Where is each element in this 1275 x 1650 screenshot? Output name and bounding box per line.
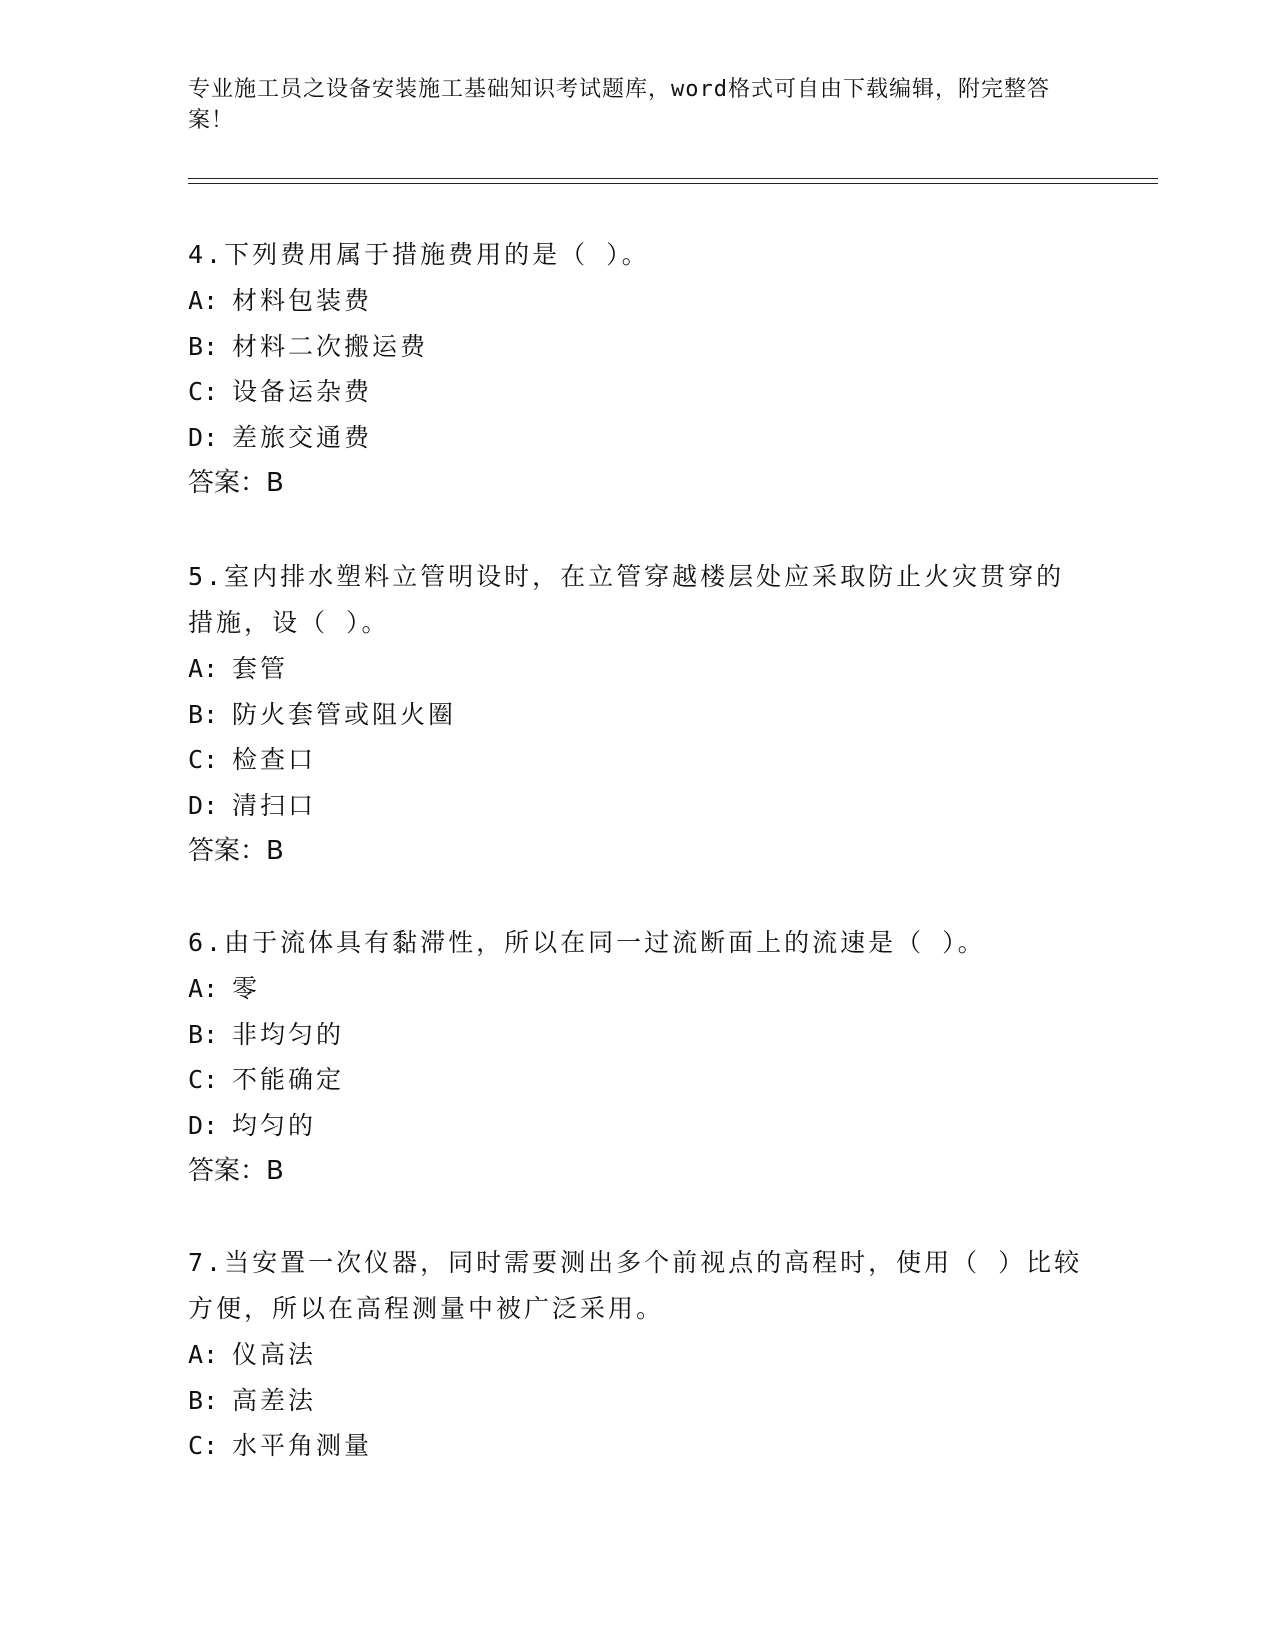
option-c bbox=[188, 1057, 1088, 1103]
option-text: 水平角测量 bbox=[232, 1431, 373, 1460]
question-text: 4.下列费用属于措施费用的是（ ）。 bbox=[188, 240, 650, 269]
option-letter: B: bbox=[188, 1019, 219, 1049]
option-text: 差旅交通费 bbox=[232, 422, 373, 452]
option-text: 不能确定 bbox=[232, 1065, 345, 1094]
option-letter: D: bbox=[188, 790, 219, 820]
question-6 bbox=[188, 920, 1088, 1194]
option-letter: C: bbox=[188, 1431, 219, 1460]
document-intro: 专业施工员之设备安装施工基础知识考试题库，word格式可自由下载编辑，附完整答案！ bbox=[188, 77, 1050, 133]
option-a bbox=[188, 966, 1088, 1012]
header-divider-bottom bbox=[188, 183, 1158, 184]
option-letter: D: bbox=[188, 1110, 219, 1140]
option-b bbox=[188, 692, 1088, 738]
option-text: 设备运杂费 bbox=[232, 377, 373, 406]
option-text: 检查口 bbox=[232, 745, 317, 774]
question-text: 6.由于流体具有黏滞性，所以在同一过流断面上的流速是（ ）。 bbox=[188, 928, 986, 957]
header-divider-top bbox=[188, 178, 1158, 179]
option-c bbox=[188, 1423, 1088, 1469]
option-text: 高差法 bbox=[232, 1385, 317, 1415]
question-text: 5.室内排水塑料立管明设时，在立管穿越楼层处应采取防止火灾贯穿的措施，设（ ）。 bbox=[188, 562, 1065, 637]
option-letter: C: bbox=[188, 1065, 219, 1094]
option-letter: A: bbox=[188, 654, 219, 683]
question-text: 7.当安置一次仪器，同时需要测出多个前视点的高程时，使用（ ）比较方便，所以在高程测量中被广泛采用。 bbox=[188, 1248, 1083, 1323]
option-text: 材料二次搬运费 bbox=[232, 331, 429, 361]
option-d bbox=[188, 1103, 1088, 1149]
option-text: 零 bbox=[232, 974, 261, 1003]
option-letter: A: bbox=[188, 286, 219, 315]
option-d bbox=[188, 783, 1088, 829]
question-7 bbox=[188, 1240, 1088, 1469]
option-c bbox=[188, 369, 1088, 415]
option-text: 防火套管或阻火圈 bbox=[232, 699, 457, 729]
option-b bbox=[188, 324, 1088, 370]
option-letter: C: bbox=[188, 377, 219, 406]
option-letter: C: bbox=[188, 745, 219, 774]
option-text: 材料包装费 bbox=[232, 286, 373, 315]
option-a bbox=[188, 646, 1088, 692]
option-d bbox=[188, 415, 1088, 461]
option-text: 清扫口 bbox=[232, 790, 317, 820]
option-text: 套管 bbox=[232, 654, 289, 683]
option-text: 非均匀的 bbox=[232, 1019, 345, 1049]
option-a bbox=[188, 278, 1088, 324]
option-letter: A: bbox=[188, 974, 219, 1003]
option-letter: B: bbox=[188, 331, 219, 361]
option-text: 均匀的 bbox=[232, 1110, 317, 1140]
option-letter: B: bbox=[188, 699, 219, 729]
option-a bbox=[188, 1332, 1088, 1378]
option-letter: B: bbox=[188, 1385, 219, 1415]
option-letter: A: bbox=[188, 1340, 219, 1369]
option-b bbox=[188, 1378, 1088, 1424]
option-c bbox=[188, 737, 1088, 783]
option-b bbox=[188, 1012, 1088, 1058]
answer-line: 答案：B bbox=[188, 468, 284, 498]
option-text: 仪高法 bbox=[232, 1340, 317, 1369]
answer-line: 答案：B bbox=[188, 836, 284, 866]
answer-line: 答案：B bbox=[188, 1156, 284, 1186]
question-5 bbox=[188, 554, 1088, 874]
question-4 bbox=[188, 232, 1088, 506]
option-letter: D: bbox=[188, 422, 219, 452]
